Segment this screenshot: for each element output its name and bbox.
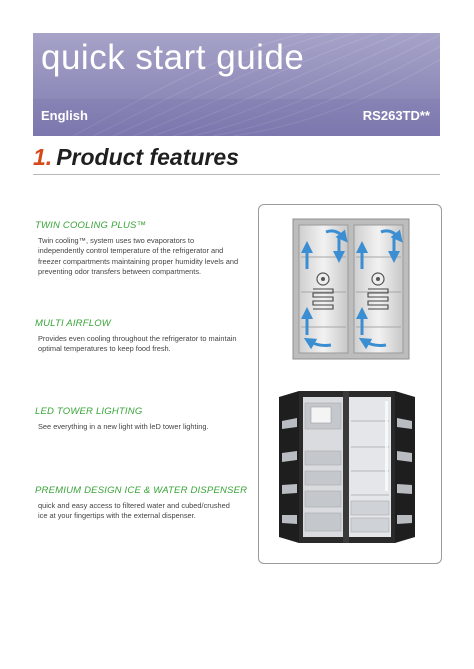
- feature-title: MULTI AIRFLOW: [35, 318, 111, 329]
- feature-description: Provides even cooling throughout the refrigerator to maintain optimal temperatures to keep food fresh.: [38, 334, 237, 354]
- feature-description: Twin cooling™, system uses two evaporators to independently control temperature of the refrigerator and freezer compartments maintaining proper humidity levels and preventing odor transfers between compartments.: [38, 236, 239, 277]
- feature-multi-airflow: [35, 318, 267, 355]
- feature-ice-water-dispenser: [35, 485, 267, 522]
- feature-title: LED TOWER LIGHTING: [35, 406, 143, 417]
- banner-title: quick start guide: [41, 38, 305, 77]
- model-number: RS263TD**: [362, 108, 430, 123]
- language-label: English: [41, 108, 88, 123]
- airflow-diagram-icon: [291, 217, 411, 363]
- feature-description: See everything in a new light with leD tower lighting.: [38, 422, 209, 431]
- section-heading: [33, 144, 440, 175]
- product-image-frame: [258, 204, 442, 564]
- section-title: Product features: [56, 144, 239, 170]
- feature-title: PREMIUM DESIGN ICE & WATER DISPENSER: [35, 485, 248, 496]
- section-number: 1.: [33, 144, 53, 170]
- refrigerator-photo-icon: [277, 391, 417, 543]
- feature-twin-cooling: [35, 220, 267, 278]
- feature-led-tower-lighting: [35, 406, 267, 432]
- feature-description: quick and easy access to filtered water and cubed/crushed ice at your fingertips with the external dispenser.: [38, 501, 230, 521]
- header-banner: [33, 33, 440, 136]
- feature-title: TWIN COOLING PLUS™: [35, 220, 147, 231]
